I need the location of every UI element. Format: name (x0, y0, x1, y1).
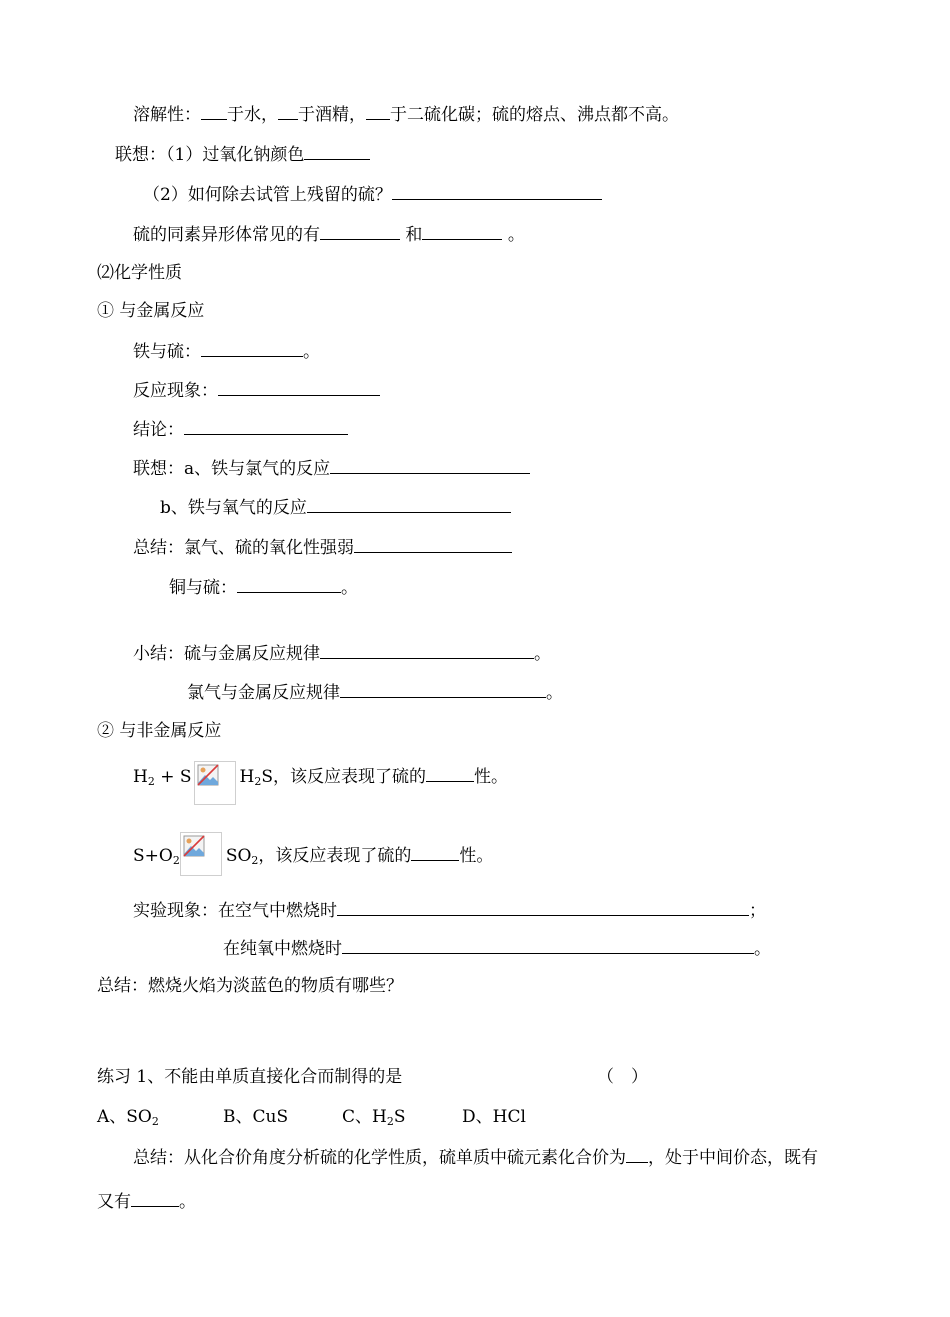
metals-heading (97, 300, 204, 322)
flame-summary-text: 总结：燃烧火焰为淡蓝色的物质有哪些？ (97, 976, 403, 996)
option-b-text: B、CuS (223, 1107, 289, 1127)
option-a (97, 1106, 159, 1128)
final-summary-line-1 (133, 1146, 818, 1169)
blank (201, 340, 303, 357)
subscript: 2 (147, 775, 155, 788)
allotropes-and: 和 (405, 225, 423, 245)
punct: ； (749, 901, 766, 921)
option-d-text: D、HCl (462, 1107, 526, 1127)
punct: 性。 (459, 846, 494, 866)
formula-text: ，该反应表现了硫的 (258, 846, 412, 866)
blank (337, 899, 749, 916)
blank (218, 379, 380, 396)
assoc-b-label: b、铁与氧气的反应 (160, 498, 307, 518)
association-line-1 (115, 143, 370, 166)
blank (201, 103, 227, 120)
solubility-alcohol: 于酒精， (298, 105, 366, 125)
blank (304, 143, 370, 160)
exp-air-label: 实验现象：在空气中燃烧时 (133, 901, 337, 921)
association-item-1: （1）过氧化钠颜色 (166, 145, 305, 165)
option-c-text: C、H (342, 1107, 387, 1127)
punct: 。 (341, 578, 358, 598)
subscript: 2 (172, 854, 180, 867)
solubility-water: 于水， (227, 105, 278, 125)
nonmetals-heading (97, 720, 221, 742)
copper-sulfur-line (169, 576, 358, 599)
subsection-heading: ② 与非金属反应 (97, 721, 222, 741)
punct: 。 (546, 683, 563, 703)
formula-text: + S (154, 767, 192, 787)
chem-props-heading (97, 262, 182, 284)
conclusion-label: 结论： (133, 420, 184, 440)
conclusion-line (133, 418, 348, 441)
formula-text: SO (225, 846, 252, 866)
option-d (462, 1106, 526, 1128)
oxidizing-summary-line (133, 536, 512, 559)
blank (237, 576, 341, 593)
blank (320, 223, 400, 240)
blank (366, 103, 390, 120)
association-item-2: （2）如何除去试管上残留的硫？ (143, 185, 392, 205)
exp-air-line (133, 899, 766, 922)
blank (320, 642, 534, 659)
exercise-question: 练习 1、不能由单质直接化合而制得的是 (97, 1067, 403, 1087)
option-c-text: S (393, 1107, 406, 1127)
punct: 。 (179, 1192, 196, 1212)
association-line-2 (143, 183, 602, 206)
rule2-label: 氯气与金属反应规律 (187, 683, 340, 703)
rule1-line (133, 642, 551, 665)
blank (131, 1190, 179, 1207)
blank (422, 223, 502, 240)
blank (426, 765, 474, 782)
blank (411, 844, 459, 861)
solubility-cs2: 于二硫化碳；硫的熔点、沸点都不高。 (390, 105, 679, 125)
blank (392, 183, 602, 200)
exp-o2-line (223, 937, 771, 960)
final-summary-text: 又有 (97, 1192, 131, 1212)
allotropes-end: 。 (507, 225, 525, 245)
punct: 。 (754, 939, 771, 959)
option-a-text: A、SO (97, 1107, 152, 1127)
allotropes-line (133, 223, 525, 246)
rule1-label: 小结：硫与金属反应规律 (133, 644, 320, 664)
association-label: 联想： (115, 145, 166, 165)
section-heading: ⑵化学性质 (97, 263, 182, 283)
so2-equation-line (133, 832, 493, 880)
option-c (342, 1106, 406, 1128)
phenomenon-label: 反应现象： (133, 381, 218, 401)
oxidizing-summary-label: 总结：氯气、硫的氧化性强弱 (133, 538, 354, 558)
blank (340, 681, 546, 698)
broken-image-icon (194, 761, 236, 805)
answer-paren-text: （ ） (597, 1067, 648, 1087)
subscript: 2 (251, 854, 259, 867)
final-summary-text: 总结：从化合价角度分析硫的化学性质，硫单质中硫元素化合价为 (133, 1148, 626, 1168)
h2s-equation-line (133, 761, 508, 805)
subscript: 2 (254, 775, 262, 788)
phenomenon-line (133, 379, 380, 402)
blank (342, 937, 754, 954)
broken-image-icon (180, 832, 222, 876)
blank (307, 496, 511, 513)
solubility-line (133, 103, 679, 126)
formula-text: H (239, 767, 255, 787)
blank (330, 457, 530, 474)
blank (626, 1146, 648, 1163)
iron-sulfur-label: 铁与硫： (133, 342, 201, 362)
copper-sulfur-label: 铜与硫： (169, 578, 237, 598)
formula-text: S+O (133, 846, 173, 866)
iron-sulfur-line (133, 340, 320, 363)
subscript: 2 (151, 1115, 159, 1128)
punct: 。 (534, 644, 551, 664)
flame-summary-line (97, 975, 403, 997)
allotropes-text: 硫的同素异形体常见的有 (133, 225, 320, 245)
assoc-a-label: 联想：a、铁与氯气的反应 (133, 459, 331, 479)
punct: 性。 (474, 767, 509, 787)
final-summary-line-2 (97, 1190, 196, 1213)
option-b (223, 1106, 288, 1128)
formula-text: S，该反应表现了硫的 (261, 767, 427, 787)
solubility-label: 溶解性： (133, 105, 201, 125)
exercise-question-line (97, 1066, 402, 1088)
final-summary-text: ，处于中间价态，既有 (648, 1148, 818, 1168)
blank (278, 103, 298, 120)
formula-text: H (133, 767, 148, 787)
subscript: 2 (386, 1115, 394, 1128)
assoc-b-line (160, 496, 511, 519)
subsection-heading: ① 与金属反应 (97, 301, 205, 321)
blank (184, 418, 348, 435)
blank (354, 536, 512, 553)
punct: 。 (303, 342, 320, 362)
exp-o2-label: 在纯氧中燃烧时 (223, 939, 342, 959)
rule2-line (187, 681, 563, 704)
answer-paren (597, 1066, 648, 1088)
assoc-a-line (133, 457, 530, 480)
